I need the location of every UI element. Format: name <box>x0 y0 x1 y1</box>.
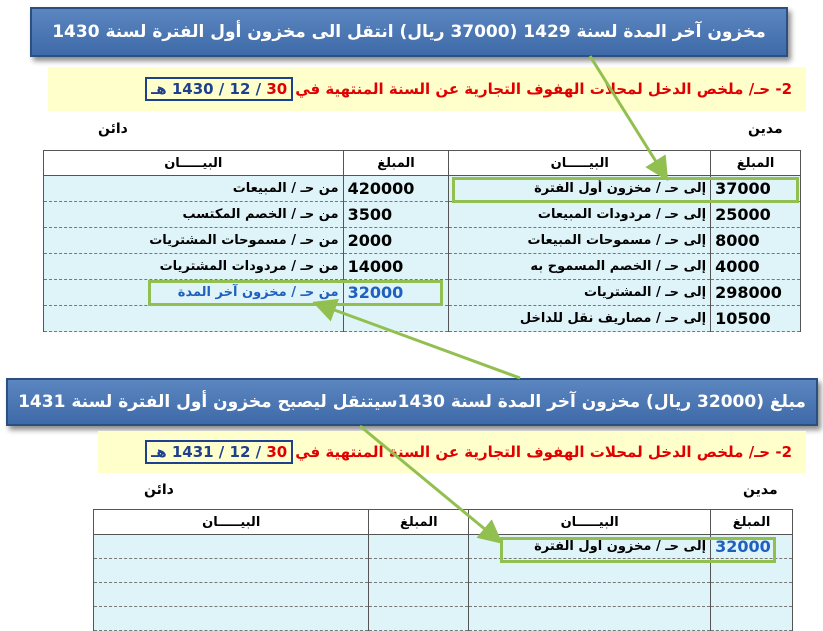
credit-description-header: البيـــــان <box>44 151 344 176</box>
credit-description: من حـ / المبيعات <box>44 176 344 202</box>
section2-date-rest: / 12 / 1431 هـ <box>151 443 262 461</box>
debit-amount: 10500 <box>711 306 801 332</box>
debit-description-header: البيـــــان <box>449 151 711 176</box>
debit-description: إلى حـ / مخزون أول الفترة <box>449 176 711 202</box>
arrow-banner2-to-opening-1431 <box>360 426 498 540</box>
credit-amount: 2000 <box>343 228 449 254</box>
credit-description: من حـ / مردودات المشتريات <box>44 254 344 280</box>
section2-debit-label: مدين <box>743 482 778 498</box>
credit-amount: 420000 <box>343 176 449 202</box>
credit-amount-header: المبلغ <box>343 151 449 176</box>
debit-amount: 298000 <box>711 280 801 306</box>
credit-description: من حـ / مخزون آخر المدة <box>44 280 344 306</box>
section1-title-text: 2- حـ/ ملخص الدخل لمحلات الهفوف التجارية عن السنة المنتهية في <box>295 80 792 98</box>
arrow-closing-to-banner2 <box>318 304 520 378</box>
credit-description: من حـ / مسموحات المشتريات <box>44 228 344 254</box>
debit-description: إلى حـ / مردودات المبيعات <box>449 202 711 228</box>
section2-credit-label: دائن <box>144 482 174 498</box>
debit-description: إلى حـ / مخزون أول الفترة <box>469 535 711 559</box>
credit-amount: 32000 <box>343 280 449 306</box>
section2-title-text: 2- حـ/ ملخص الدخل لمحلات الهفوف التجارية عن السنة المنتهية في <box>295 443 792 461</box>
credit-description-header: البيـــــان <box>94 510 369 535</box>
arrow-banner1-to-opening <box>590 56 665 176</box>
debit-amount: 25000 <box>711 202 801 228</box>
credit-amount: 3500 <box>343 202 449 228</box>
debit-description: إلى حـ / مصاريف نقل للداخل <box>449 306 711 332</box>
credit-description: من حـ / الخصم المكتسب <box>44 202 344 228</box>
debit-amount: 8000 <box>711 228 801 254</box>
credit-amount-header: المبلغ <box>369 510 469 535</box>
debit-description: إلى حـ / الخصم المسموح به <box>449 254 711 280</box>
debit-description: إلى حـ / المشتريات <box>449 280 711 306</box>
section1-date-day: 30 <box>266 80 288 98</box>
section1-date-rest: / 12 / 1430 هـ <box>151 80 262 98</box>
section2-date-day: 30 <box>266 443 288 461</box>
debit-amount-header: المبلغ <box>711 510 793 535</box>
debit-description: إلى حـ / مسموحات المبيعات <box>449 228 711 254</box>
banner-top-text: مخزون آخر المدة لسنة 1429 (37000 ريال) انتقل الى مخزون أول الفترة لسنة 1430 <box>52 22 766 42</box>
banner-bottom-text: مبلغ (32000 ريال) مخزون آخر المدة لسنة 1430سيتنقل ليصبح مخزون أول الفترة لسنة 1431 <box>18 392 806 412</box>
section1-debit-label: مدين <box>748 121 783 137</box>
section1-credit-label: دائن <box>98 121 128 137</box>
debit-amount: 4000 <box>711 254 801 280</box>
debit-amount: 37000 <box>711 176 801 202</box>
debit-amount-header: المبلغ <box>711 151 801 176</box>
debit-description-header: البيـــــان <box>469 510 711 535</box>
credit-amount: 14000 <box>343 254 449 280</box>
debit-amount: 32000 <box>711 535 793 559</box>
